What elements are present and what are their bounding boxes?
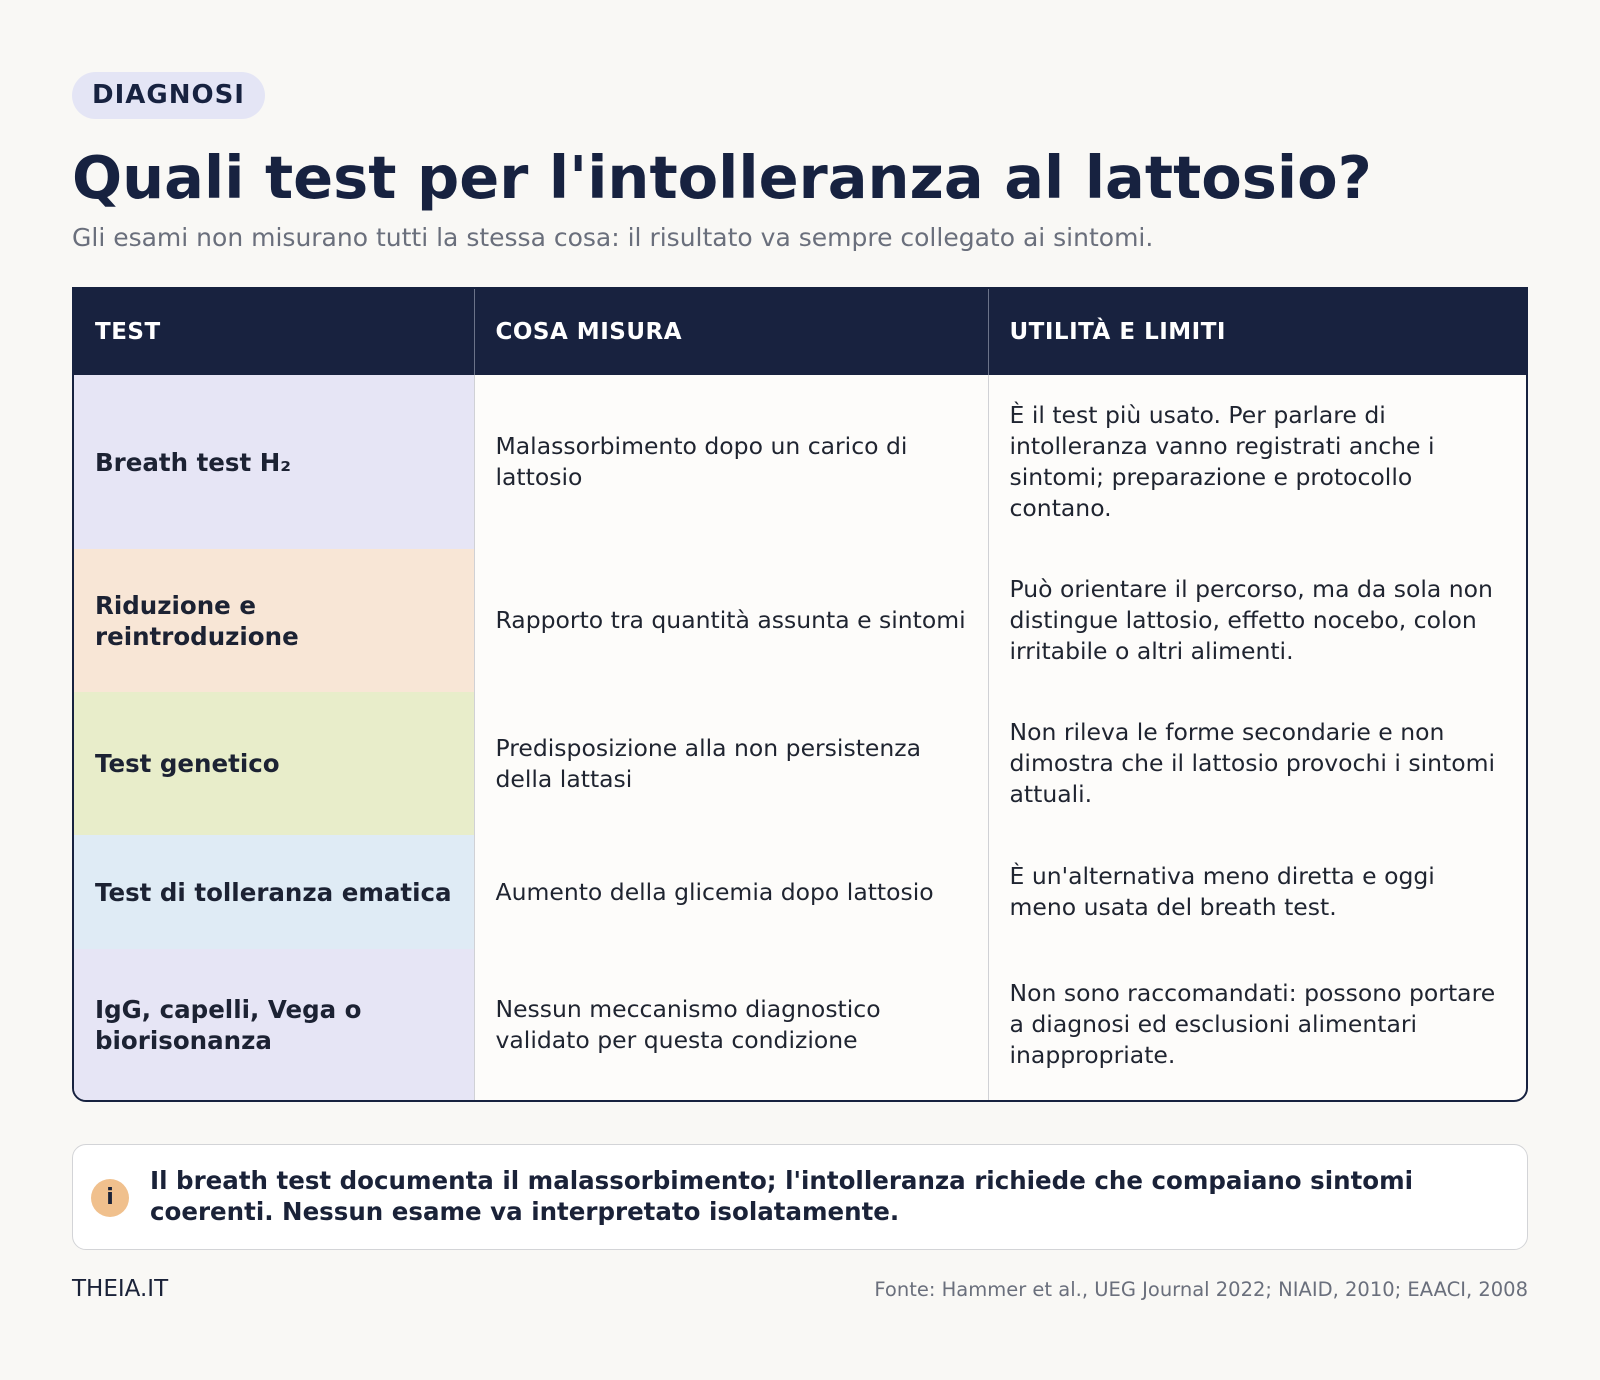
test-name-cell: Test di tolleranza ematica [74,835,474,949]
table-row [74,375,1526,549]
column-header-measures: COSA MISURA [474,289,988,375]
footer-source: Fonte: Hammer et al., UEG Journal 2022; NIAID, 2010; EAACI, 2008 [874,1278,1528,1301]
measures-cell: Malassorbimento dopo un carico di lattosio [474,375,988,549]
table-header-row [74,289,1526,375]
column-header-test: TEST [74,289,474,375]
notes-cell: È un'alternativa meno diretta e oggi meno usata del breath test. [1009,862,1435,921]
footer-brand: THEIA.IT [72,1276,169,1302]
notes-cell: Non sono raccomandati: possono portare a diagnosi ed esclusioni alimentari inappropriate. [1009,979,1496,1069]
info-icon: i [91,1179,129,1217]
page-subtitle: Gli esami non misurano tutti la stessa cosa: il risultato va sempre collegato ai sintomi. [72,223,1154,252]
page-title: Quali test per l'intolleranza al lattosio? [72,143,1372,212]
notes-cell: Può orientare il percorso, ma da sola non distingue lattosio, effetto nocebo, colon irritabile o altri alimenti. [1009,575,1493,665]
test-name-cell: IgG, capelli, Vega o biorisonanza [74,949,474,1100]
test-name-cell: Test genetico [74,692,474,835]
notes-cell: È il test più usato. Per parlare di intolleranza vanno registrati anche i sintomi; preparazione e protocollo contano. [1009,401,1435,522]
section-badge: DIAGNOSI [72,72,265,119]
column-header-notes: UTILITÀ E LIMITI [988,289,1526,375]
table-row [74,835,1526,949]
table-row [74,549,1526,692]
info-note [72,1144,1528,1250]
test-name-cell: Breath test H₂ [74,375,474,549]
measures-cell: Predisposizione alla non persistenza della lattasi [474,692,988,835]
tests-table-container [72,287,1528,1102]
measures-cell: Aumento della glicemia dopo lattosio [474,835,988,949]
measures-cell: Nessun meccanismo diagnostico validato per questa condizione [474,949,988,1100]
table-row [74,949,1526,1100]
info-note-text: Il breath test documenta il malassorbimento; l'intolleranza richiede che compaiano sintomi coerenti. Nessun esame va interpretato isolatamente. [150,1166,1414,1226]
test-name-cell: Riduzione e reintroduzione [74,549,474,692]
measures-cell: Rapporto tra quantità assunta e sintomi [474,549,988,692]
tests-table [74,289,1526,1100]
notes-cell: Non rileva le forme secondarie e non dimostra che il lattosio provochi i sintomi attuali. [1009,718,1496,808]
table-row [74,692,1526,835]
